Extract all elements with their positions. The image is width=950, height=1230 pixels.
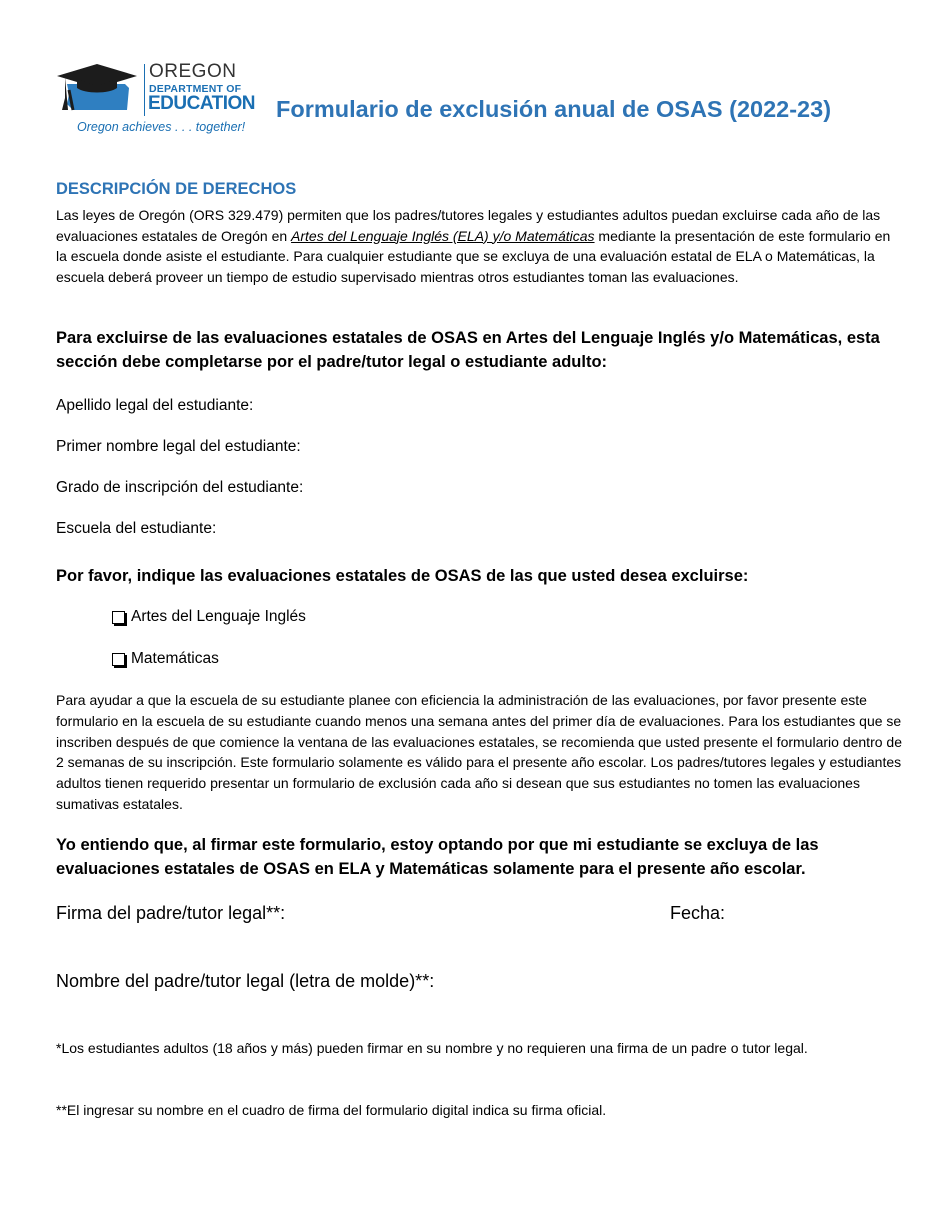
page-title: Formulario de exclusión anual de OSAS (2022-23)	[276, 96, 832, 122]
ode-logo	[55, 62, 255, 138]
logo-tagline: Oregon achieves . . . together!	[77, 120, 246, 134]
signature-label: Firma del padre/tutor legal**:	[56, 903, 286, 923]
logo-divider	[144, 64, 145, 116]
ela-option[interactable]	[112, 608, 306, 626]
printed-name-label: Nombre del padre/tutor legal (letra de molde)**:	[56, 971, 435, 991]
last-name-label: Apellido legal del estudiante:	[56, 397, 254, 414]
ela-option-label: Artes del Lenguaje Inglés	[131, 608, 306, 625]
rights-text-start: Las leyes de Oregón (ORS 329.479) permiten que los padres/tutores legales y estudiantes adultos puedan excluirse cada año de las evaluaciones estatales de Oregón en	[56, 207, 881, 244]
digital-signature-footnote: **El ingresar su nombre en el cuadro de firma del formulario digital indica su firma oficial.	[56, 1102, 607, 1118]
math-checkbox[interactable]	[112, 653, 125, 666]
rights-heading: DESCRIPCIÓN DE DERECHOS	[56, 180, 297, 198]
instructions-heading: Para excluirse de las evaluaciones estatales de OSAS en Artes del Lenguaje Inglés y/o Matemáticas, esta sección debe completarse por el padre/tutor legal o estudiante adulto:	[56, 329, 880, 371]
submission-note: Para ayudar a que la escuela de su estudiante planee con eficiencia la administración de las evaluaciones, por favor presente este formulario en la escuela de su estudiante cuando menos una semana antes del primer día de evaluaciones. Para los estudiantes que se inscriben después de que comience la ventana de las evaluaciones estatales, se recomienda que usted presente el formulario dentro de 2 semanas de su inscripción. Este formulario solamente es válido para el presente año escolar. Los padres/tutores legales y estudiantes adultos tienen requerido presentar un formulario de exclusión cada año si desean que sus estudiantes no tomen las evaluaciones sumativas estatales.	[56, 692, 902, 812]
math-option[interactable]	[112, 650, 219, 668]
acknowledgement-statement: Yo entiendo que, al firmar este formulario, estoy optando por que mi estudiante se excluya de las evaluaciones estatales de OSAS en ELA y Matemáticas solamente para el presente año escolar.	[56, 836, 819, 878]
assessments-heading: Por favor, indique las evaluaciones estatales de OSAS de las que usted desea excluirse:	[56, 567, 749, 585]
logo-education-text: EDUCATION	[148, 93, 256, 114]
school-label: Escuela del estudiante:	[56, 520, 217, 537]
logo-department-text: DEPARTMENT OF	[149, 83, 242, 95]
graduation-cap-state-icon	[55, 64, 139, 116]
ela-math-link[interactable]: Artes del Lenguaje Inglés (ELA) y/o Matemáticas	[291, 227, 595, 244]
rights-text-end: mediante la presentación de este formulario en la escuela donde asiste el estudiante. Para cualquier estudiante que se excluya de una evaluación estatal de ELA o Matemáticas, la escuela deberá proveer un tiempo de estudio supervisado mientras otros estudiantes toman las evaluaciones.	[56, 227, 891, 285]
math-option-label: Matemáticas	[131, 650, 219, 667]
ela-checkbox[interactable]	[112, 611, 125, 624]
adult-students-footnote: *Los estudiantes adultos (18 años y más) pueden firmar en su nombre y no requieren una firma de un padre o tutor legal.	[56, 1040, 808, 1056]
first-name-label: Primer nombre legal del estudiante:	[56, 438, 301, 455]
rights-description	[56, 205, 901, 287]
grade-label: Grado de inscripción del estudiante:	[56, 479, 304, 496]
logo-oregon-text: OREGON	[149, 61, 237, 82]
date-label: Fecha:	[670, 903, 726, 923]
